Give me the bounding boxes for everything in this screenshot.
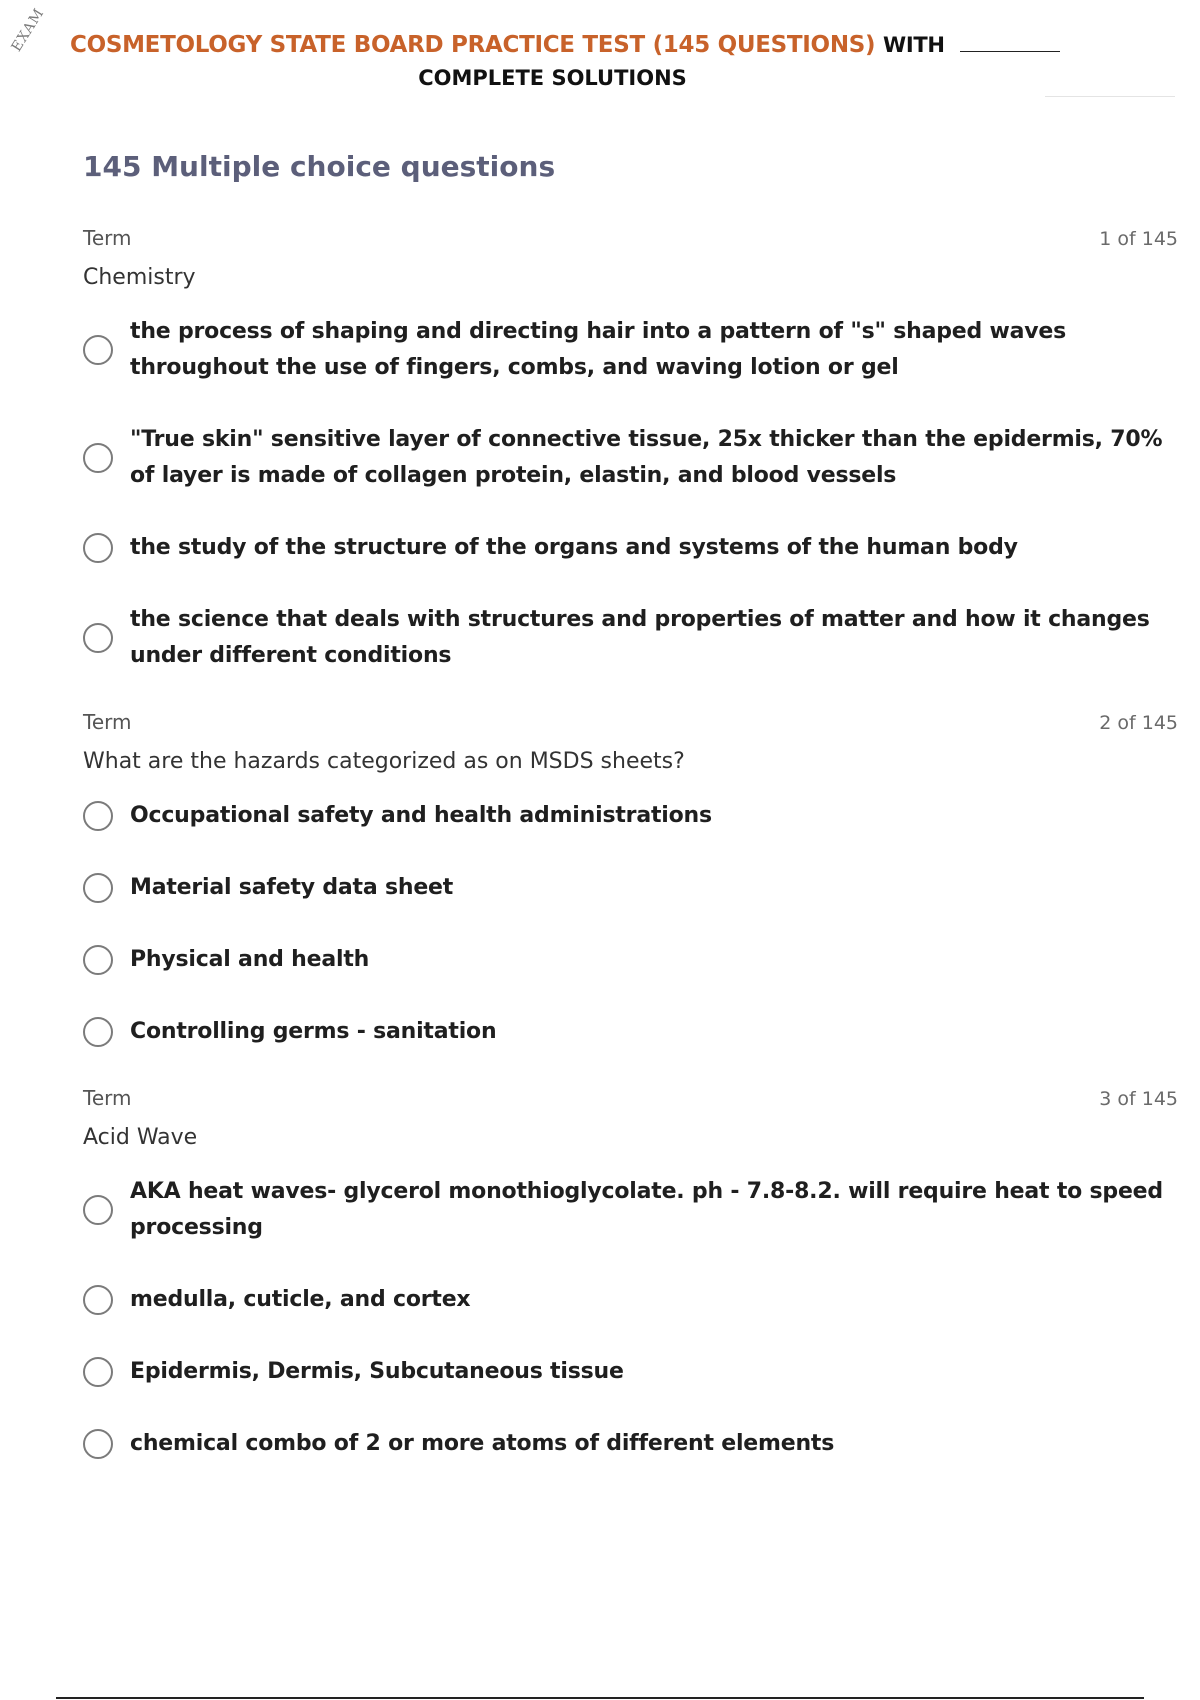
title-main: COSMETOLOGY STATE BOARD PRACTICE TEST (145 QUESTIONS) [70, 32, 876, 58]
radio-button-icon[interactable] [83, 443, 113, 473]
exam-watermark: EXAM [8, 5, 48, 55]
radio-button-icon[interactable] [83, 1285, 113, 1315]
term-label: Term [83, 226, 132, 250]
document-subtitle: COMPLETE SOLUTIONS [418, 66, 687, 90]
answer-option[interactable] [83, 1282, 1178, 1318]
option-text: AKA heat waves- glycerol monothioglycolate. ph - 7.8-8.2. will require heat to speed processing [130, 1179, 1163, 1240]
question-3 [83, 1086, 1178, 1462]
answer-option[interactable] [83, 870, 1178, 906]
term-label: Term [83, 710, 132, 734]
answer-option[interactable] [83, 1354, 1178, 1390]
term-row [83, 226, 1178, 256]
option-text: Controlling germs - sanitation [130, 1019, 497, 1044]
question-1 [83, 226, 1178, 674]
option-text: Occupational safety and health administrations [130, 803, 712, 828]
option-text: Epidermis, Dermis, Subcutaneous tissue [130, 1359, 624, 1384]
question-2 [83, 710, 1178, 1050]
page-bottom-rule [56, 1697, 1144, 1699]
radio-button-icon[interactable] [83, 623, 113, 653]
question-list [83, 226, 1178, 1498]
radio-button-icon[interactable] [83, 945, 113, 975]
option-text: the study of the structure of the organs and systems of the human body [130, 535, 1018, 560]
answer-option[interactable] [83, 1014, 1178, 1050]
answer-option[interactable] [83, 530, 1178, 566]
answer-options [83, 798, 1178, 1050]
option-text: the science that deals with structures and properties of matter and how it changes under different conditions [130, 607, 1150, 668]
answer-option[interactable] [83, 1426, 1178, 1462]
term-label: Term [83, 1086, 132, 1110]
option-text: medulla, cuticle, and cortex [130, 1287, 471, 1312]
radio-button-icon[interactable] [83, 801, 113, 831]
answer-option[interactable] [83, 1174, 1178, 1246]
answer-option[interactable] [83, 942, 1178, 978]
radio-button-icon[interactable] [83, 335, 113, 365]
question-counter: 2 of 145 [1099, 712, 1178, 734]
question-prompt: Acid Wave [83, 1125, 198, 1150]
option-text: Physical and health [130, 947, 370, 972]
question-prompt: Chemistry [83, 265, 196, 290]
option-text: chemical combo of 2 or more atoms of different elements [130, 1431, 835, 1456]
answer-option[interactable] [83, 798, 1178, 834]
option-text: Material safety data sheet [130, 875, 454, 900]
title-blank-line [960, 33, 1060, 52]
question-counter: 1 of 145 [1099, 228, 1178, 250]
answer-options [83, 1174, 1178, 1462]
term-row [83, 710, 1178, 740]
document-title [70, 30, 1140, 60]
option-text: the process of shaping and directing hair into a pattern of "s" shaped waves throughout the use of fingers, combs, and waving lotion or gel [130, 319, 1067, 380]
answer-option[interactable] [83, 314, 1178, 386]
radio-button-icon[interactable] [83, 1357, 113, 1387]
answer-options [83, 314, 1178, 674]
radio-button-icon[interactable] [83, 1017, 113, 1047]
radio-button-icon[interactable] [83, 1429, 113, 1459]
section-heading: 145 Multiple choice questions [83, 150, 556, 183]
radio-button-icon[interactable] [83, 873, 113, 903]
term-row [83, 1086, 1178, 1116]
header-divider [1045, 96, 1175, 97]
document-header [70, 30, 1140, 92]
radio-button-icon[interactable] [83, 1195, 113, 1225]
radio-button-icon[interactable] [83, 533, 113, 563]
question-counter: 3 of 145 [1099, 1088, 1178, 1110]
option-text: "True skin" sensitive layer of connective tissue, 25x thicker than the epidermis, 70% of layer is made of collagen protein, elastin, and blood vessels [130, 427, 1163, 488]
title-with: WITH [882, 33, 945, 57]
answer-option[interactable] [83, 422, 1178, 494]
answer-option[interactable] [83, 602, 1178, 674]
question-prompt: What are the hazards categorized as on MSDS sheets? [83, 749, 685, 774]
